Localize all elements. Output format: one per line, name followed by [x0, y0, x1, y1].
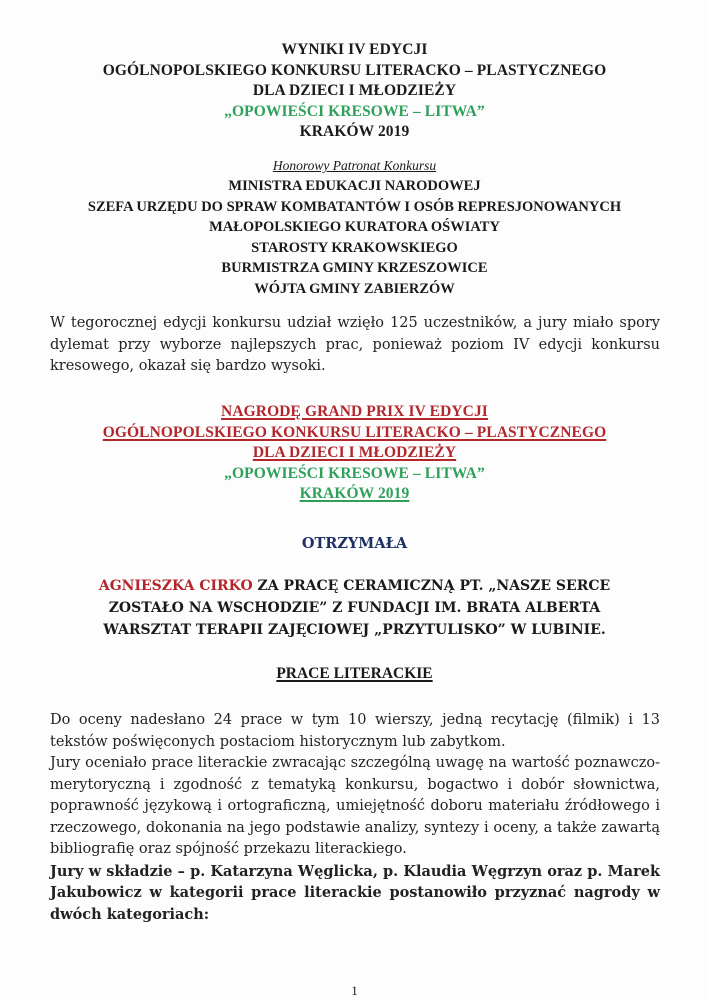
patron-item: MAŁOPOLSKIEGO KURATORA OŚWIATY [209, 219, 500, 235]
literary-heading: PRACE LITERACKIE [276, 665, 433, 682]
literary-section [50, 710, 660, 925]
winner-line-1 [0, 575, 709, 597]
winner-work-title: ZA PRACĘ CERAMICZNĄ PT. „NASZE SERCE [252, 578, 611, 594]
patron-item: STAROSTY KRAKOWSKIEGO [251, 239, 458, 256]
grand-prix-city-year: KRAKÓW 2019 [299, 485, 410, 502]
patron-item: BURMISTRZA GMINY KRZESZOWICE [221, 260, 488, 276]
header-contest-title: „OPOWIEŚCI KRESOWE – LITWA” [224, 102, 485, 120]
patron-item: WÓJTA GMINY ZABIERZÓW [254, 280, 455, 297]
grand-prix-line-1: NAGRODĘ GRAND PRIX IV EDYCJI [221, 403, 488, 420]
patron-item: MINISTRA EDUKACJI NARODOWEJ [228, 178, 481, 194]
header-line-2: OGÓLNOPOLSKIEGO KONKURSU LITERACKO – PLASTYCZNEGO [102, 61, 607, 79]
winner-block [0, 575, 709, 641]
header-line-1: WYNIKI IV EDYCJI [281, 41, 428, 58]
grand-prix-line-3: DLA DZIECI I MŁODZIEŻY [252, 444, 457, 461]
literary-para-1: Do oceny nadesłano 24 prace w tym 10 wierszy, jedną recytację (filmik) i 13 tekstów poświęconych postaciom historycznym lub zabytkom. [50, 712, 660, 750]
page-number: 1 [351, 983, 358, 998]
grand-prix-header [0, 402, 709, 505]
patronage-section [0, 156, 709, 299]
received-label: OTRZYMAŁA [301, 535, 408, 552]
document-header [0, 40, 709, 143]
intro-paragraph [50, 313, 660, 378]
winner-line-2: ZOSTAŁO NA WSCHODZIE” Z FUNDACJI IM. BRATA ALBERTA [108, 600, 601, 616]
grand-prix-contest-title: „OPOWIEŚCI KRESOWE – LITWA” [224, 464, 485, 482]
intro-text: W tegorocznej edycji konkursu udział wzięło 125 uczestników, a jury miało spory dylemat przy wyborze najlepszych prac, ponieważ poziom IV edycji konkursu kresowego, okazał się bardzo wysoki. [50, 315, 660, 374]
winner-line-3: WARSZTAT TERAPII ZAJĘCIOWEJ „PRZYTULISKO” W LUBINIE. [103, 622, 606, 638]
jury-paragraph: Jury w składzie – p. Katarzyna Węglicka, p. Klaudia Węgrzyn oraz p. Marek Jakubowicz w kategorii prace literackie postanowiło przyznać nagrody w dwóch kategoriach: [50, 862, 660, 923]
grand-prix-line-2: OGÓLNOPOLSKIEGO KONKURSU LITERACKO – PLASTYCZNEGO [102, 423, 607, 441]
literary-para-2: Jury oceniało prace literackie zwracając szczególną uwagę na wartość poznawczo-merytoryczną i zgodność z tematyką konkursu, bogactwo i dobór słownictwa, poprawność językową i ortograficzną, umiejętność doboru materiału źródłowego i rzeczowego, dokonania na jego podstawie analizy, syntezy i oceny, a także zawartą bibliografię oraz spójność przekazu literackiego. [50, 755, 660, 857]
winner-name: AGNIESZKA CIRKO [98, 578, 253, 594]
header-city-year: KRAKÓW 2019 [299, 123, 410, 140]
header-line-3: DLA DZIECI I MŁODZIEŻY [252, 82, 457, 99]
patronage-title: Honorowy Patronat Konkursu [272, 158, 437, 173]
patron-item: SZEFA URZĘDU DO SPRAW KOMBATANTÓW I OSÓB REPRESJONOWANYCH [87, 198, 622, 215]
